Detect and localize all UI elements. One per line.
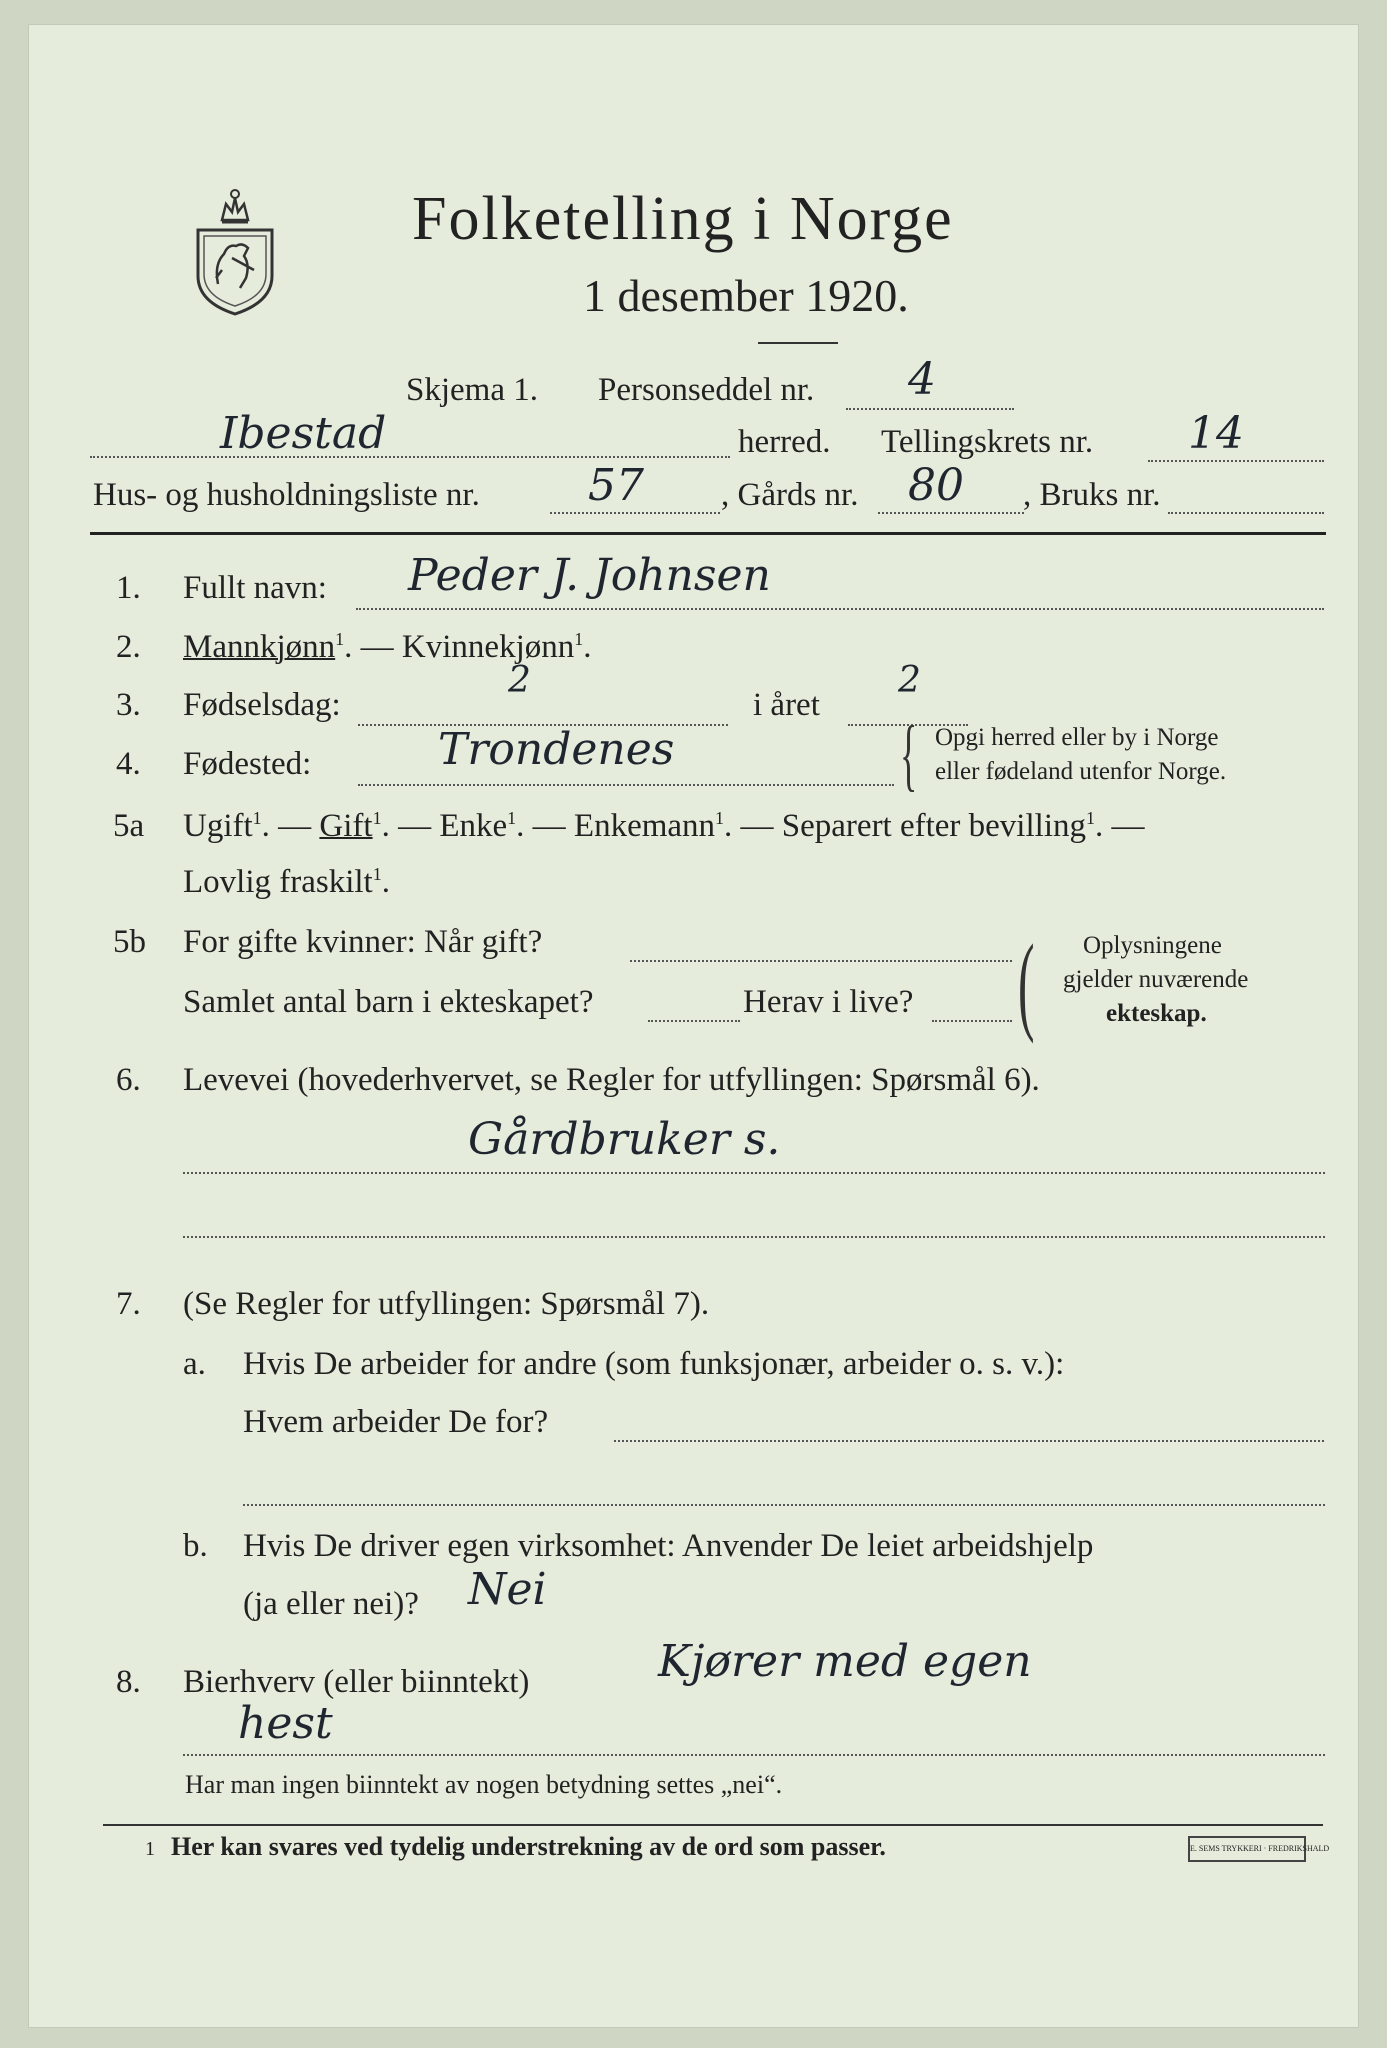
q2-number: 2. (116, 629, 141, 665)
footnote-number: 1 (145, 1838, 155, 1860)
occupation-value[interactable]: Gårdbruker s. (468, 1114, 781, 1165)
children-line (648, 1020, 740, 1022)
occupation-line-1 (183, 1172, 1325, 1174)
sex-female[interactable]: Kvinnekjønn (401, 629, 575, 665)
side-income-line (183, 1754, 1325, 1756)
q7a-text: Hvis De arbeider for andre (som funksjonær, arbeider o. s. v.): (243, 1346, 1065, 1382)
q3-number: 3. (116, 687, 141, 723)
gards-value[interactable]: 80 (908, 460, 964, 511)
q4-number: 4. (116, 746, 141, 782)
q8-number: 8. (116, 1664, 141, 1700)
sex-male[interactable]: Mannkjønn (183, 629, 336, 665)
herred-label: herred. (738, 424, 831, 460)
side-income-note: Har man ingen biinntekt av nogen betydning settes „nei“. (185, 1770, 783, 1799)
q7b-question: (ja eller nei)? (243, 1586, 419, 1622)
census-date: 1 desember 1920. (583, 270, 909, 321)
tellingskrets-line (1148, 460, 1324, 462)
alive-label: Herav i live? (743, 984, 914, 1020)
year-value[interactable]: 2 (898, 660, 921, 701)
year-label: i året (753, 687, 820, 723)
brace-icon: { (900, 711, 918, 799)
coat-of-arms-icon (192, 184, 278, 316)
birthplace-note-2: eller fødeland utenfor Norge. (935, 758, 1227, 785)
header-divider (90, 532, 1326, 535)
sex-options[interactable]: Mannkjønn$^1$. — Kvinnekjønn$^1$. (183, 629, 592, 665)
employer-line-2 (243, 1504, 1325, 1506)
marriage-note-3: ekteskap. (1106, 1000, 1207, 1027)
personseddel-label: Personseddel nr. (598, 372, 815, 408)
alive-line (932, 1020, 1012, 1022)
full-name-line (356, 608, 1324, 610)
hus-label: Hus- og husholdningsliste nr. (93, 477, 480, 513)
gards-line (878, 512, 1024, 514)
herred-value[interactable]: Ibestad (220, 408, 387, 459)
q7a-number: a. (183, 1346, 206, 1382)
form-title: Folketelling i Norge (412, 185, 954, 253)
q4-label: Fødested: (183, 746, 312, 782)
tellingskrets-label: Tellingskrets nr. (881, 424, 1094, 460)
q7a-question: Hvem arbeider De for? (243, 1404, 549, 1440)
marital-enke[interactable]: Enke (439, 808, 508, 844)
tellingskrets-value[interactable]: 14 (1188, 408, 1244, 459)
side-income-value-1[interactable]: Kjører med egen (658, 1636, 1032, 1687)
employer-line-1 (614, 1440, 1324, 1442)
marital-fraskilt-row[interactable]: Lovlig fraskilt$^1$. (183, 864, 390, 900)
q5a-number: 5a (113, 808, 145, 844)
q8-label: Bierhverv (eller biinntekt) (183, 1664, 530, 1700)
bruks-label: , Bruks nr. (1023, 477, 1161, 513)
q3-label: Fødselsdag: (183, 687, 341, 723)
hus-line (550, 512, 720, 514)
marital-separert[interactable]: Separert efter bevilling (781, 808, 1086, 844)
q6-label: Levevei (hovederhvervet, se Regler for utfyllingen: Spørsmål 6). (183, 1062, 1040, 1098)
occupation-line-2 (183, 1236, 1325, 1238)
birthday-value[interactable]: 2 (508, 660, 531, 701)
married-date-line (630, 960, 1012, 962)
personseddel-value[interactable]: 4 (908, 354, 936, 405)
children-label: Samlet antal barn i ekteskapet? (183, 984, 594, 1020)
marital-gift[interactable]: Gift (319, 808, 373, 844)
marriage-note-2: gjelder nuværende (1063, 966, 1249, 993)
q5b-number: 5b (113, 924, 146, 960)
q7-label: (Se Regler for utfyllingen: Spørsmål 7). (183, 1286, 710, 1322)
schema-label: Skjema 1. (406, 372, 538, 408)
marriage-note-1: Oplysningene (1083, 932, 1222, 959)
side-income-value-2[interactable]: hest (238, 1698, 333, 1749)
birthplace-line (358, 784, 894, 786)
q7b-text: Hvis De driver egen virksomhet: Anvender De leiet arbeidshjelp (243, 1528, 1094, 1564)
q1-number: 1. (116, 570, 141, 606)
herred-line (90, 456, 730, 458)
q5b-label: For gifte kvinner: Når gift? (183, 924, 543, 960)
gards-label: , Gårds nr. (721, 477, 859, 513)
q6-number: 6. (116, 1062, 141, 1098)
bruks-line (1168, 512, 1324, 514)
marital-ugift[interactable]: Ugift (183, 808, 253, 844)
footer-divider (103, 1824, 1323, 1826)
hus-value[interactable]: 57 (588, 460, 644, 511)
printer-stamp: E. SEMS TRYKKERI · FREDRIKSHALD (1188, 1836, 1306, 1862)
hired-help-value[interactable]: Nei (468, 1564, 547, 1615)
birthplace-value[interactable]: Trondenes (438, 724, 675, 775)
title-divider (758, 342, 838, 344)
marital-fraskilt[interactable]: Lovlig fraskilt (183, 864, 373, 900)
paren-icon: ( (1018, 922, 1035, 1044)
marital-options[interactable]: Ugift$^1$. — Gift$^1$. — Enke$^1$. — Enkemann$^1$. — Separert efter bevilling$^1$. — (183, 808, 1145, 844)
full-name-value[interactable]: Peder J. Johnsen (408, 550, 771, 601)
footnote-text: Her kan svares ved tydelig understrekning av de ord som passer. (171, 1832, 886, 1861)
marital-enkemann[interactable]: Enkemann (573, 808, 716, 844)
q7b-number: b. (183, 1528, 208, 1564)
q7-number: 7. (116, 1286, 141, 1322)
personseddel-line (846, 408, 1014, 410)
census-form (28, 24, 1359, 2028)
birthplace-note-1: Opgi herred eller by i Norge (935, 724, 1219, 751)
q1-label: Fullt navn: (183, 570, 327, 606)
